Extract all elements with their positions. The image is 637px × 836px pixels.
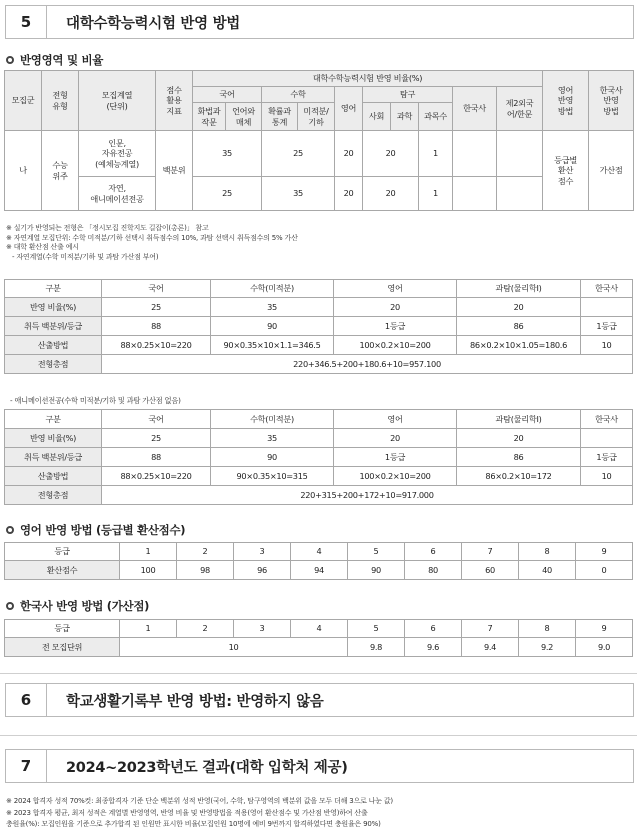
score-cell: 94 — [291, 561, 348, 580]
grade-header: 5 — [348, 543, 405, 561]
grade-header: 8 — [519, 543, 576, 561]
header-inquiry: 탐구 — [363, 87, 453, 103]
row-label: 반영 비율(%) — [5, 429, 102, 448]
history-grade-table — [4, 619, 633, 657]
table-row — [5, 486, 633, 505]
second-language-cell — [497, 177, 543, 211]
korean-cell: 35 — [193, 131, 262, 177]
table-row — [5, 131, 634, 177]
score-cell: 9.8 — [348, 638, 405, 657]
col-header: 수학(미적분) — [211, 410, 334, 429]
grade-header: 1 — [120, 543, 177, 561]
col-header: 구분 — [5, 410, 102, 429]
note-line: ※ 2023 합격자 평균, 최저 성적은 계열별 반영영역, 반영 비율 및 반영방법을 적용(영어 환산점수 및 가산점 반영)하여 산출 — [6, 808, 368, 817]
table-row — [5, 448, 633, 467]
table-cell: 88×0.25×10=220 — [102, 467, 211, 486]
section-6-header — [5, 683, 634, 717]
grade-header: 7 — [462, 620, 519, 638]
header-science: 과학 — [391, 103, 419, 131]
col-header: 과탐(물리학Ⅰ) — [457, 280, 581, 298]
row-label: 전 모집단위 — [5, 638, 120, 657]
table-cell: 86 — [457, 317, 581, 336]
circle-bullet-icon — [6, 526, 14, 534]
table-cell: 1등급 — [334, 448, 457, 467]
table-header-row — [5, 410, 633, 429]
table-cell: 25 — [102, 429, 211, 448]
table-cell: 1등급 — [334, 317, 457, 336]
table-row — [5, 638, 633, 657]
note-line: ※ 대학 환산점 산출 예시 — [6, 243, 79, 252]
header-group: 모집군 — [5, 71, 42, 131]
row-label: 산출방법 — [5, 467, 102, 486]
row-label: 반영 비율(%) — [5, 298, 102, 317]
col-header: 영어 — [334, 410, 457, 429]
score-cell: 40 — [519, 561, 576, 580]
header-unit: 모집계열 (단위) — [79, 71, 156, 131]
table-row — [5, 298, 633, 317]
header-korean: 국어 — [193, 87, 262, 103]
grade-header: 3 — [234, 543, 291, 561]
table-cell: 25 — [102, 298, 211, 317]
subsection-ratio — [6, 52, 103, 68]
table-cell — [581, 429, 633, 448]
table-cell: 35 — [211, 429, 334, 448]
group-cell: 나 — [5, 131, 42, 211]
grade-header: 9 — [576, 620, 633, 638]
score-cell: 9.6 — [405, 638, 462, 657]
score-cell: 80 — [405, 561, 462, 580]
row-label: 취득 백분위/등급 — [5, 317, 102, 336]
grade-header: 1 — [120, 620, 177, 638]
index-cell: 백분위 — [156, 131, 193, 211]
grade-header: 7 — [462, 543, 519, 561]
header-social: 사회 — [363, 103, 391, 131]
header-second-language: 제2외국 어/한문 — [497, 87, 543, 131]
score-cell: 0 — [576, 561, 633, 580]
subsection-title: 반영영역 및 비율 — [20, 53, 104, 67]
row-label: 환산점수 — [5, 561, 120, 580]
table-cell: 100×0.2×10=200 — [334, 467, 457, 486]
col-header: 영어 — [334, 280, 457, 298]
col-header: 국어 — [102, 410, 211, 429]
table-cell: 86×0.2×10×1.05=180.6 — [457, 336, 581, 355]
score-cell: 98 — [177, 561, 234, 580]
grade-header: 4 — [291, 543, 348, 561]
row-label: 등급 — [5, 543, 120, 561]
history-method-cell: 가산점 — [589, 131, 634, 211]
table-row — [5, 561, 633, 580]
table-cell: 86 — [457, 448, 581, 467]
row-label: 전형총점 — [5, 486, 102, 505]
score-cell: 100 — [120, 561, 177, 580]
caption-animation: - 애니메이션전공(수학 미적분/기하 및 과탐 가산점 없음) — [10, 396, 181, 405]
divider — [0, 735, 637, 736]
header-math: 수학 — [262, 87, 335, 103]
header-korean-media: 언어와 매체 — [226, 103, 262, 131]
table-cell: 10 — [581, 336, 633, 355]
table-cell: 100×0.2×10=200 — [334, 336, 457, 355]
header-type: 전형 유형 — [42, 71, 79, 131]
divider — [0, 673, 637, 674]
section-title: 대학수학능력시험 반영 방법 — [66, 15, 240, 32]
table-cell: 10 — [581, 467, 633, 486]
score-cell: 9.0 — [576, 638, 633, 657]
note-line: ※ 실기가 반영되는 전형은 「정시모집 진학지도 길잡이(총론)」 참고 — [6, 224, 209, 232]
korean-cell: 25 — [193, 177, 262, 211]
inquiry-cell: 20 — [363, 131, 419, 177]
bottom-notes — [6, 796, 393, 831]
table-cell — [581, 298, 633, 317]
table-cell: 90 — [211, 448, 334, 467]
section-title: 학교생활기록부 반영 방법: 반영하지 않음 — [66, 693, 324, 710]
circle-bullet-icon — [6, 56, 14, 64]
table-row — [5, 355, 633, 374]
table-cell: 20 — [457, 429, 581, 448]
english-cell: 20 — [335, 177, 363, 211]
header-history: 한국사 — [453, 87, 497, 131]
table-row — [5, 429, 633, 448]
type-cell: 수능 위주 — [42, 131, 79, 211]
col-header: 구분 — [5, 280, 102, 298]
count-cell: 1 — [419, 177, 453, 211]
history-cell — [453, 177, 497, 211]
inquiry-cell: 20 — [363, 177, 419, 211]
count-cell: 1 — [419, 131, 453, 177]
table-cell: 20 — [457, 298, 581, 317]
table-row — [5, 317, 633, 336]
note-line: ※ 자연계열 모집단위: 수학 미적분/기하 선택시 취득점수의 10%, 과탐 선택시 취득점수의 5% 가산 — [6, 233, 298, 242]
section-number: 7 — [6, 750, 47, 782]
table-cell: 86×0.2×10=172 — [457, 467, 581, 486]
table-header-row — [5, 543, 633, 561]
header-csat-ratio: 대학수학능력시험 반영 비율(%) — [193, 71, 543, 87]
table-cell: 88 — [102, 317, 211, 336]
grade-header: 2 — [177, 620, 234, 638]
total-cell: 220+346.5+200+180.6+10=957.100 — [102, 355, 633, 374]
header-math-stats: 확률과 통계 — [262, 103, 298, 131]
grade-header: 3 — [234, 620, 291, 638]
table-row — [5, 336, 633, 355]
header-english-method: 영어 반영 방법 — [543, 71, 589, 131]
grade-header: 2 — [177, 543, 234, 561]
row-label: 산출방법 — [5, 336, 102, 355]
subsection-title: 영어 반영 방법 (등급별 환산점수) — [20, 523, 186, 537]
history-cell — [453, 131, 497, 177]
header-english: 영어 — [335, 87, 363, 131]
col-header: 수학(미적분) — [211, 280, 334, 298]
grade-header: 6 — [405, 543, 462, 561]
english-cell: 20 — [335, 131, 363, 177]
table-cell: 88×0.25×10=220 — [102, 336, 211, 355]
math-cell: 35 — [262, 177, 335, 211]
table-cell: 20 — [334, 429, 457, 448]
col-header: 한국사 — [581, 410, 633, 429]
col-header: 과탐(물리학Ⅰ) — [457, 410, 581, 429]
col-header: 한국사 — [581, 280, 633, 298]
example-table-natural — [4, 279, 633, 374]
english-grade-table — [4, 542, 633, 580]
table-cell: 20 — [334, 298, 457, 317]
score-cell: 9.2 — [519, 638, 576, 657]
second-language-cell — [497, 131, 543, 177]
header-korean-speech: 화법과 작문 — [193, 103, 226, 131]
score-cell: 90 — [348, 561, 405, 580]
section-5-header — [5, 5, 634, 39]
grade-header: 6 — [405, 620, 462, 638]
section-7-header — [5, 749, 634, 783]
subsection-history — [6, 598, 149, 614]
table-header-row — [5, 280, 633, 298]
col-header: 국어 — [102, 280, 211, 298]
grade-header: 4 — [291, 620, 348, 638]
english-method-cell: 등급별 환산 점수 — [543, 131, 589, 211]
table-row — [5, 177, 634, 211]
csat-ratio-table — [4, 70, 634, 211]
header-subject-count: 과목수 — [419, 103, 453, 131]
table-cell: 35 — [211, 298, 334, 317]
table-row — [5, 467, 633, 486]
math-cell: 25 — [262, 131, 335, 177]
section-number: 6 — [6, 684, 47, 716]
header-math-calculus: 미적분/ 기하 — [298, 103, 335, 131]
grade-header: 5 — [348, 620, 405, 638]
note-line: ※ 2024 합격자 성적 70%컷: 최종합격자 기준 단순 백분위 성적 반영(국어, 수학, 탐구영역의 백분위 값을 모두 더해 3으로 나눈 값) — [6, 797, 393, 805]
unit-cell: 자연, 애니메이션전공 — [79, 177, 156, 211]
header-index: 점수 활용 지표 — [156, 71, 193, 131]
header-history-method: 한국사 반영 방법 — [589, 71, 634, 131]
notes-block — [6, 224, 298, 262]
grade-header: 9 — [576, 543, 633, 561]
table-cell: 90×0.35×10=315 — [211, 467, 334, 486]
score-cell: 96 — [234, 561, 291, 580]
example-table-animation — [4, 409, 633, 505]
table-cell: 1등급 — [581, 317, 633, 336]
table-cell: 90 — [211, 317, 334, 336]
score-cell: 9.4 — [462, 638, 519, 657]
note-line: 충원율(%): 모집인원을 기준으로 추가합격 된 인원만 표시한 비율(모집인원 10명에 예비 9번까지 합격하였다면 충원율은 90%) — [6, 820, 381, 828]
note-line: - 자연계열(수학 미적분/기하 및 과탐 가산점 부여) — [12, 252, 159, 261]
row-label: 취득 백분위/등급 — [5, 448, 102, 467]
row-label: 등급 — [5, 620, 120, 638]
subsection-title: 한국사 반영 방법 (가산점) — [20, 599, 150, 613]
section-title: 2024~2023학년도 결과(대학 입학처 제공) — [66, 759, 348, 776]
section-number: 5 — [6, 6, 47, 38]
row-label: 전형총점 — [5, 355, 102, 374]
table-cell: 88 — [102, 448, 211, 467]
score-cell-merged: 10 — [120, 638, 348, 657]
subsection-english — [6, 522, 185, 538]
score-cell: 60 — [462, 561, 519, 580]
circle-bullet-icon — [6, 602, 14, 610]
unit-cell: 인문, 자유전공 (예체능계열) — [79, 131, 156, 177]
table-cell: 90×0.35×10×1.1=346.5 — [211, 336, 334, 355]
table-cell: 1등급 — [581, 448, 633, 467]
table-header-row — [5, 620, 633, 638]
total-cell: 220+315+200+172+10=917.000 — [102, 486, 633, 505]
grade-header: 8 — [519, 620, 576, 638]
